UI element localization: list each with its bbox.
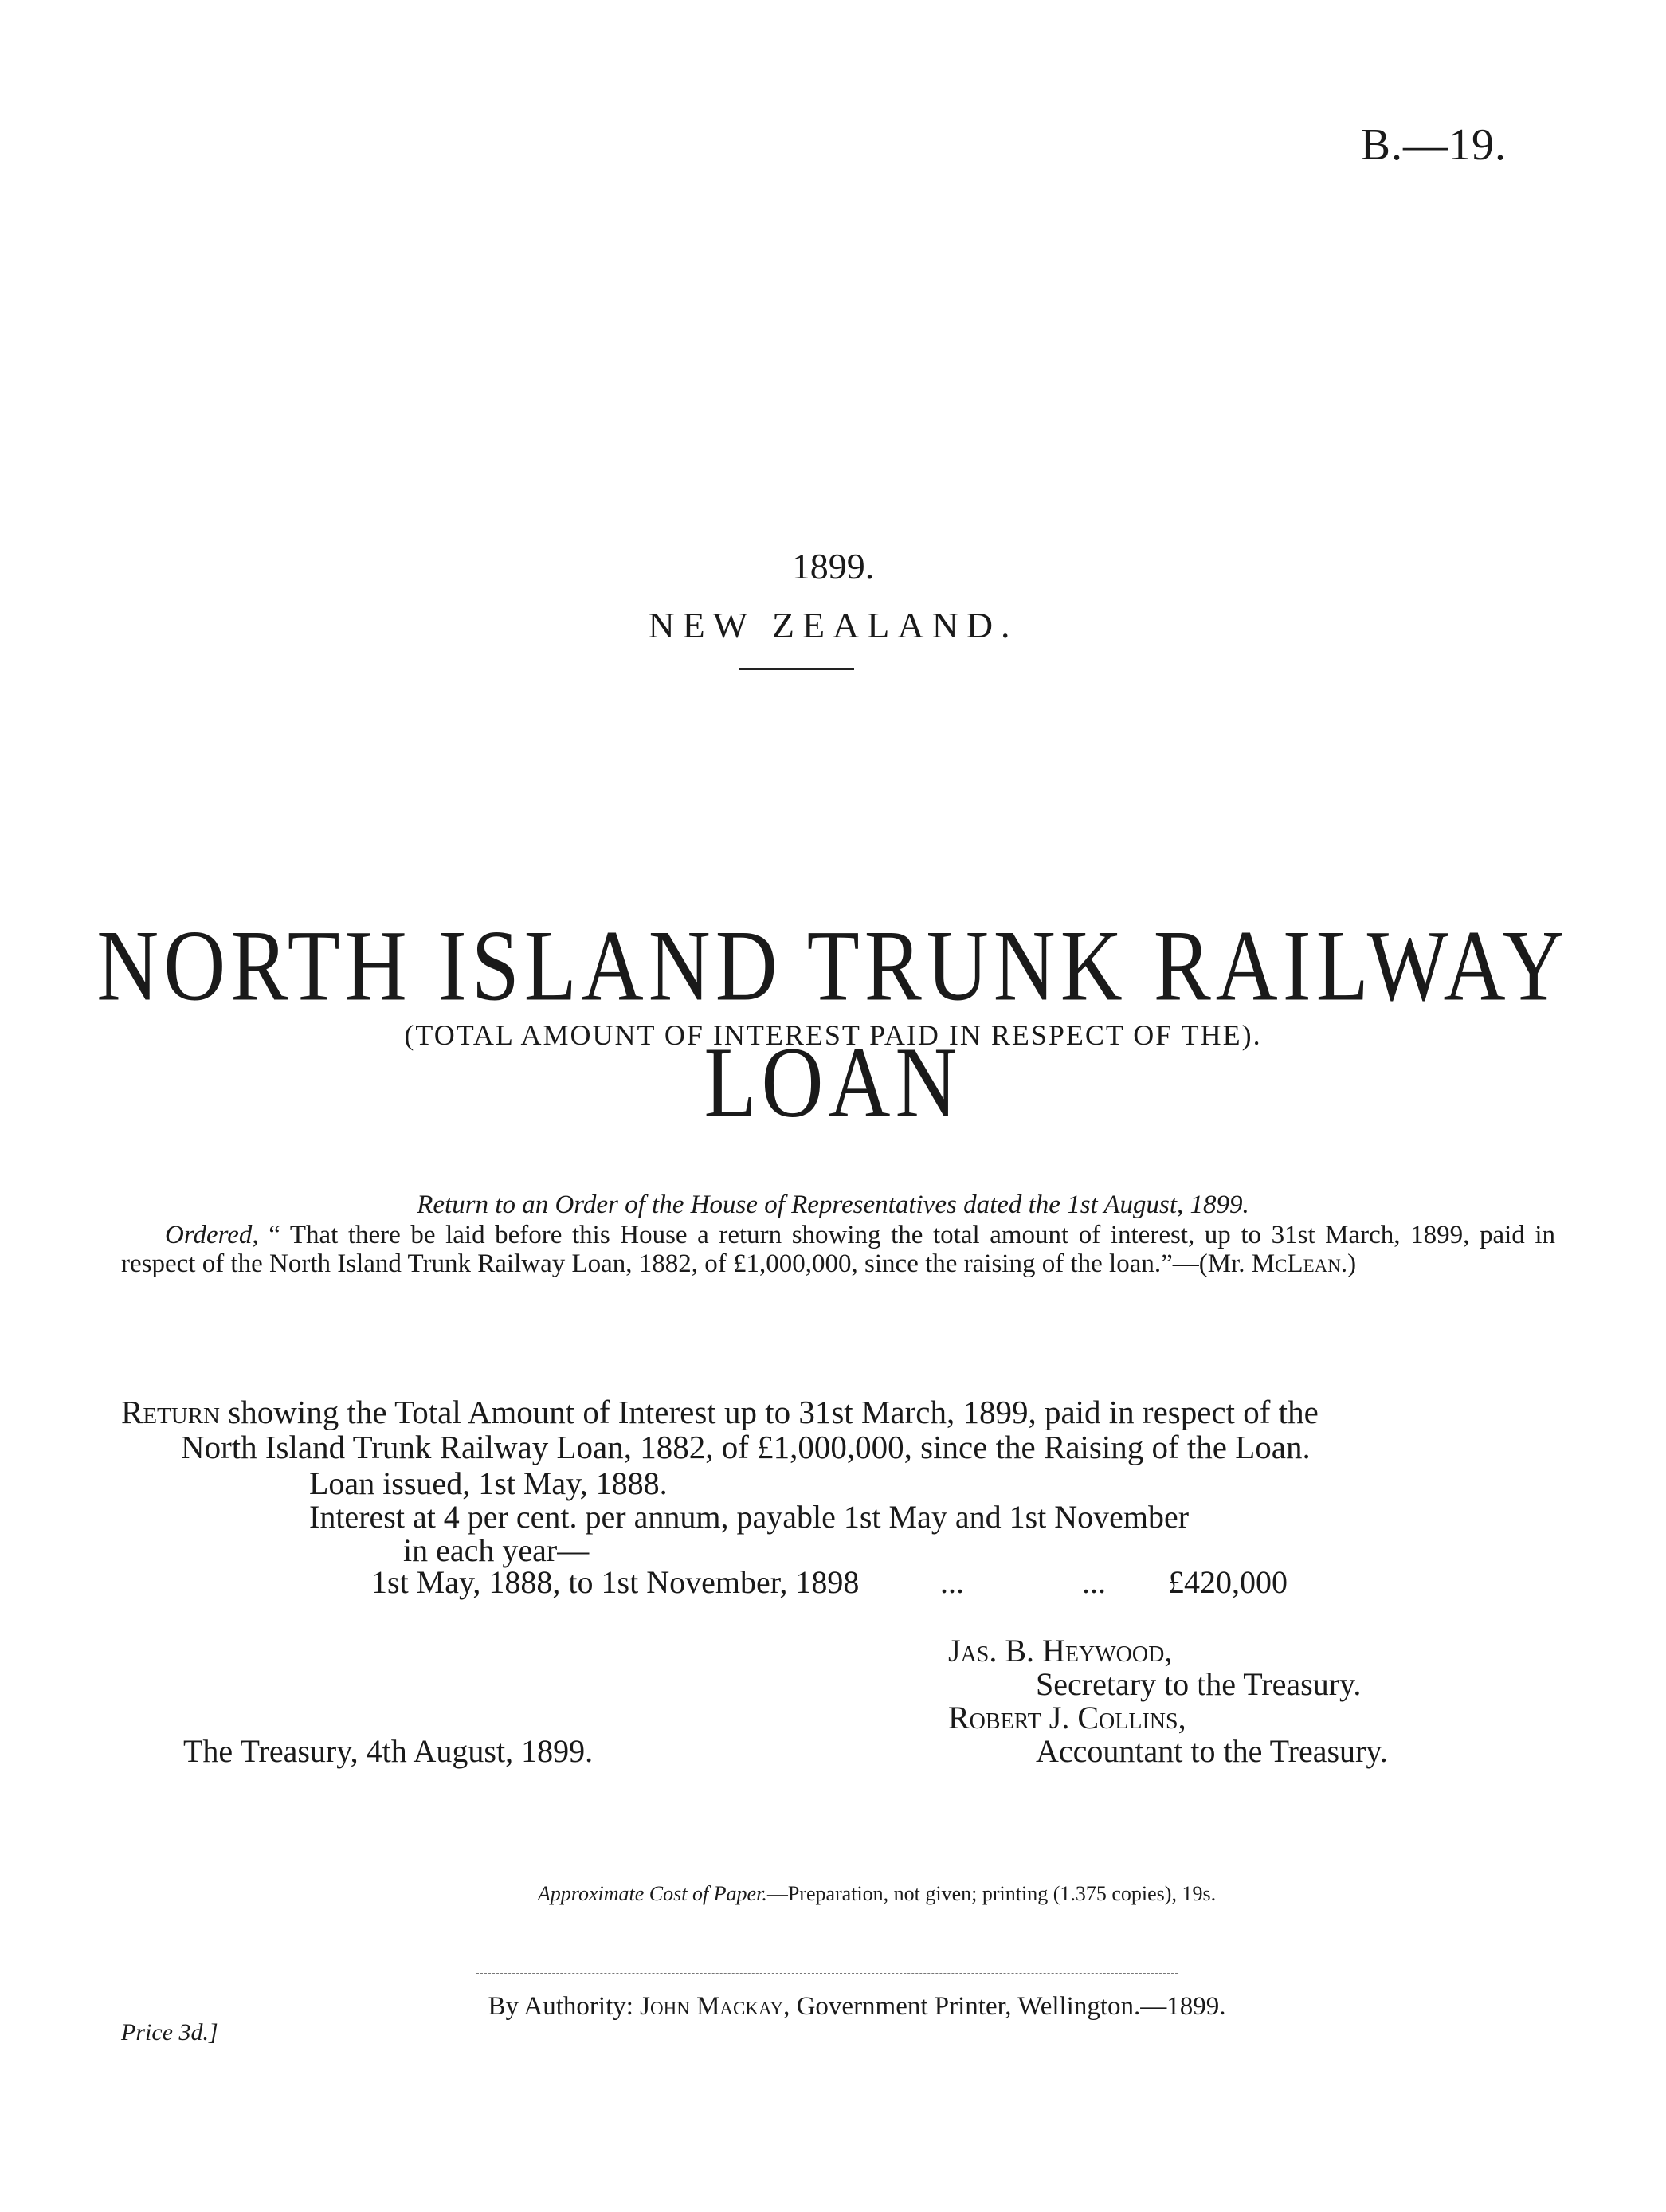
main-title: NORTH ISLAND TRUNK RAILWAY LOAN [96,910,1570,1139]
price-label: Price 3d.] [121,2019,218,2045]
signatory-1-name [948,1634,1172,1668]
country-heading: NEW ZEALAND. [648,605,1018,645]
return-statement [121,1394,1476,1465]
signatory-1-name-text: Jas. B. Heywood, [948,1633,1173,1669]
interest-amount: £420,000 [1168,1564,1288,1600]
interest-period: 1st May, 1888, to 1st November, 1898 [371,1564,860,1600]
signatory-1-title: Secretary to the Treasury. [1036,1666,1362,1702]
order-mover: McLean [1251,1249,1341,1278]
leader-dots: ... [1082,1564,1106,1600]
printer-name: John Mackay [640,1992,784,2021]
document-reference: B.—19. [1360,120,1507,170]
place-and-date: The Treasury, 4th August, 1899. [183,1733,594,1769]
return-line-2: North Island Trunk Railway Loan, 1882, of £1,000,000, since the Raising of the Loan. [181,1429,1311,1465]
footer-divider [476,1973,1178,1974]
title-divider [739,668,854,670]
each-year-text: in each year— [403,1532,590,1568]
authority-label: By Authority: [488,1992,641,2021]
subtitle: (TOTAL AMOUNT OF INTEREST PAID IN RESPECT OF THE). [404,1019,1262,1051]
cost-note [0,1882,1666,1906]
order-closing: .) [1340,1249,1357,1278]
order-heading: Return to an Order of the House of Representatives dated the 1st August, 1899. [417,1190,1249,1219]
printer-details: , Government Printer, Wellington.—1899. [783,1992,1226,2021]
cost-label: Approximate Cost of Paper. [537,1882,767,1905]
order-paragraph [121,1221,1555,1278]
signatory-2-name [948,1701,1186,1735]
signatory-2-title: Accountant to the Treasury. [1036,1733,1388,1769]
ordered-label: Ordered, [165,1221,259,1249]
return-lead: Return [121,1394,221,1430]
signatory-2-name-text: Robert J. Collins, [948,1700,1186,1735]
leader-dots: ... [940,1564,964,1600]
loan-issued-date: Loan issued, 1st May, 1888. [309,1465,668,1501]
printer-imprint [0,1992,1666,2022]
order-body: “ That there be laid before this House a return showing the total amount of interest, up to 31st March, 1899, paid in respect of the North Island Trunk Railway Loan, 1882, of £1,000,000, since the raising of the loan.”—(Mr. [121,1221,1555,1278]
interest-rate-text: Interest at 4 per cent. per annum, payable 1st May and 1st November [309,1499,1190,1535]
cost-text: —Preparation, not given; printing (1.375 copies), 19s. [766,1882,1217,1905]
document-year: 1899. [791,546,875,586]
return-line-1: showing the Total Amount of Interest up to 31st March, 1899, paid in respect of the [220,1394,1319,1430]
